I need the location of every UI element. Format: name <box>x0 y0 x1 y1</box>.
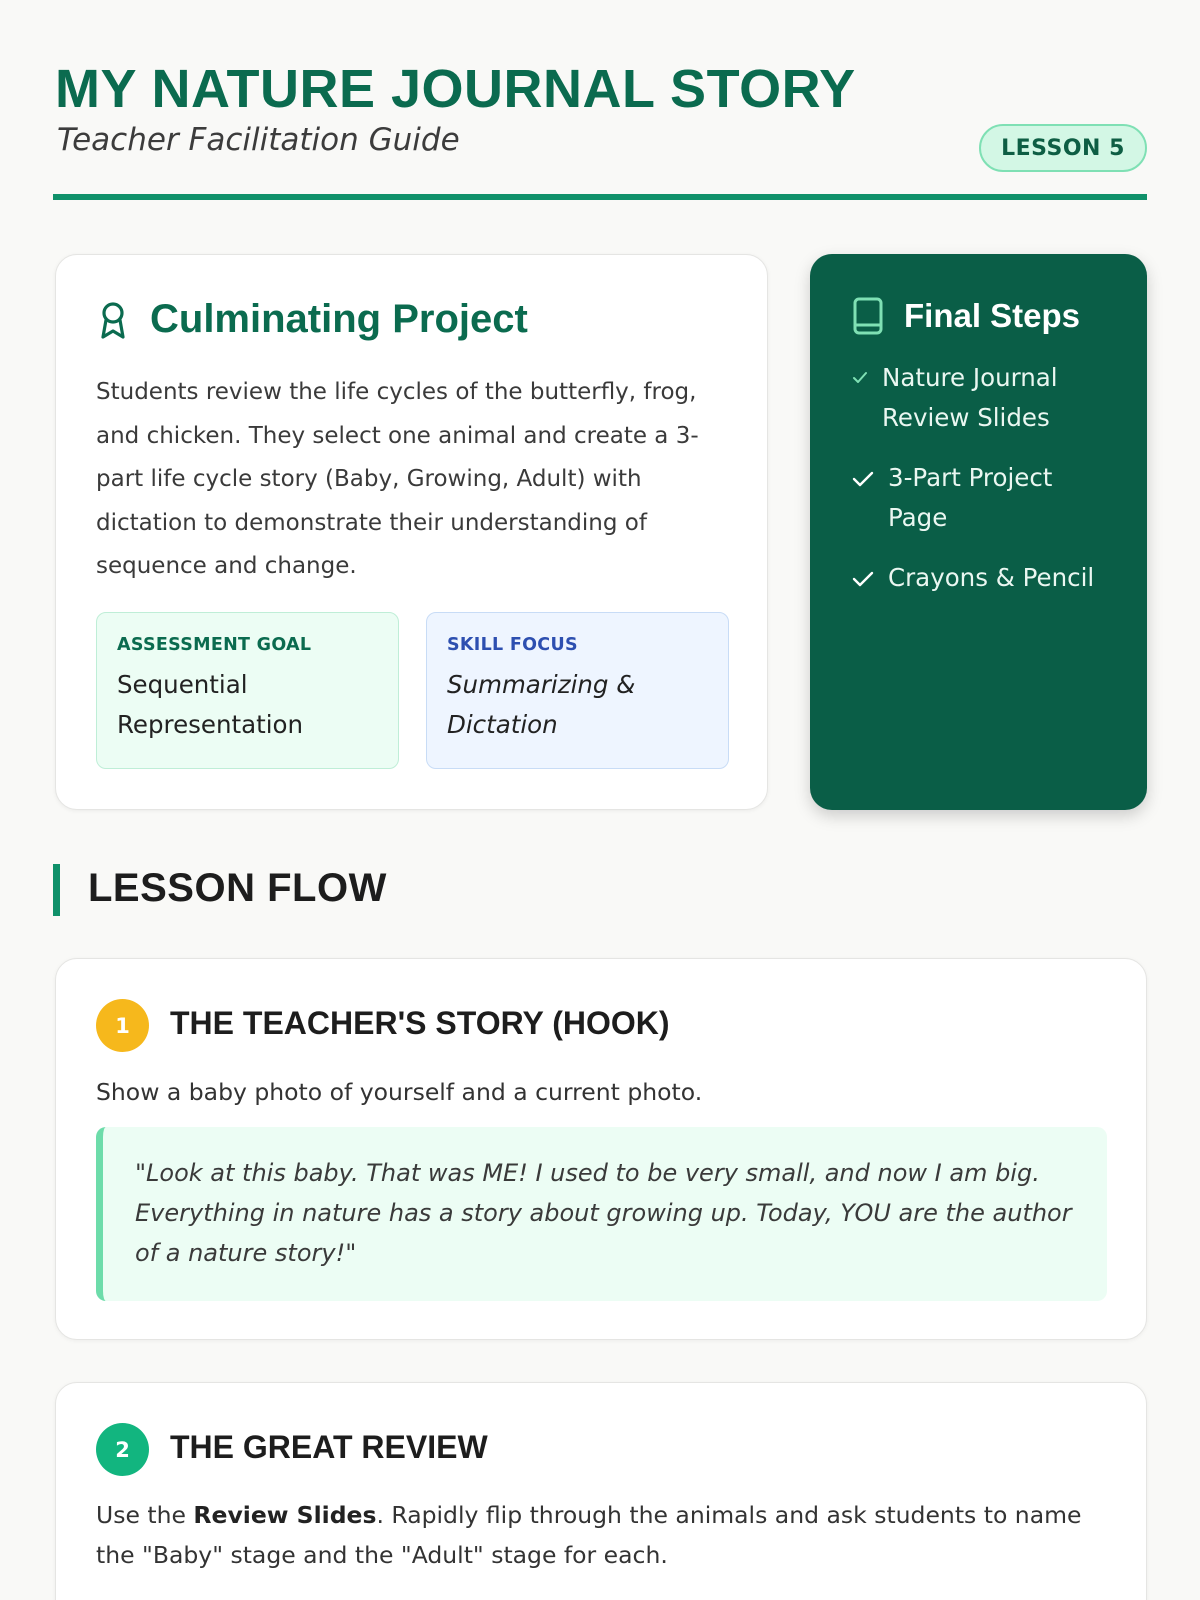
page-subtitle: Teacher Facilitation Guide <box>57 122 460 158</box>
final-step-label: Nature Journal Review Slides <box>882 363 1058 432</box>
skill-focus-value: Summarizing & Dictation <box>447 670 636 739</box>
project-header <box>96 297 528 342</box>
final-steps-header <box>852 296 1080 336</box>
lesson-step-card-1 <box>55 958 1147 1340</box>
final-step-item <box>852 358 1112 438</box>
lesson-step-card-2 <box>55 1382 1147 1600</box>
final-steps-title: Final Steps <box>904 297 1081 334</box>
step-title: THE GREAT REVIEW <box>170 1429 488 1465</box>
final-step-item <box>852 558 1122 598</box>
assessment-goal-box <box>96 612 399 769</box>
step-text-bold: Review Slides <box>193 1501 377 1529</box>
step-instruction: Show a baby photo of yourself and a current photo. <box>96 1078 703 1106</box>
step-instruction <box>96 1495 1106 1575</box>
final-step-label: 3-Part Project Page <box>888 463 1053 532</box>
lesson-badge: LESSON 5 <box>979 124 1147 172</box>
step-number-badge: 2 <box>96 1423 149 1476</box>
page-title: MY NATURE JOURNAL STORY <box>55 59 856 119</box>
assessment-goal-label: ASSESSMENT GOAL <box>117 635 312 655</box>
final-step-item <box>852 458 1092 538</box>
check-icon <box>852 470 874 488</box>
final-step-label: Crayons & Pencil <box>888 563 1095 592</box>
skill-focus-box <box>426 612 729 769</box>
step-text-prefix: Use the <box>96 1501 194 1529</box>
project-description: Students review the life cycles of the butterfly, frog, and chicken. They select one animal and create a 3-part life cycle story (Baby, Growing, Adult) with dictation to demonstrate their understanding of sequence and change. <box>96 379 699 579</box>
project-title: Culminating Project <box>150 297 528 341</box>
final-steps-card <box>810 254 1147 810</box>
culminating-project-card <box>55 254 768 810</box>
award-ribbon-icon <box>96 300 130 340</box>
lesson-flow-accent-bar <box>53 864 60 916</box>
step-text-suffix: . Rapidly flip through the animals and ask students to name the "Baby" stage and the "Adult" stage for each. <box>96 1501 1082 1569</box>
teacher-script-quote: "Look at this baby. That was ME! I used to be very small, and now I am big. Everything in nature has a story about growing up. Today, YOU are the author of a nature story!" <box>96 1127 1107 1301</box>
step-number-badge: 1 <box>96 999 149 1052</box>
check-icon <box>852 370 868 386</box>
assessment-goal-value: Sequential Representation <box>117 670 304 739</box>
header-divider <box>53 194 1147 200</box>
check-icon <box>852 570 874 588</box>
step-title: THE TEACHER'S STORY (HOOK) <box>170 1005 670 1041</box>
book-icon <box>852 296 884 336</box>
skill-focus-label: SKILL FOCUS <box>447 635 578 655</box>
lesson-flow-title: LESSON FLOW <box>88 866 387 910</box>
